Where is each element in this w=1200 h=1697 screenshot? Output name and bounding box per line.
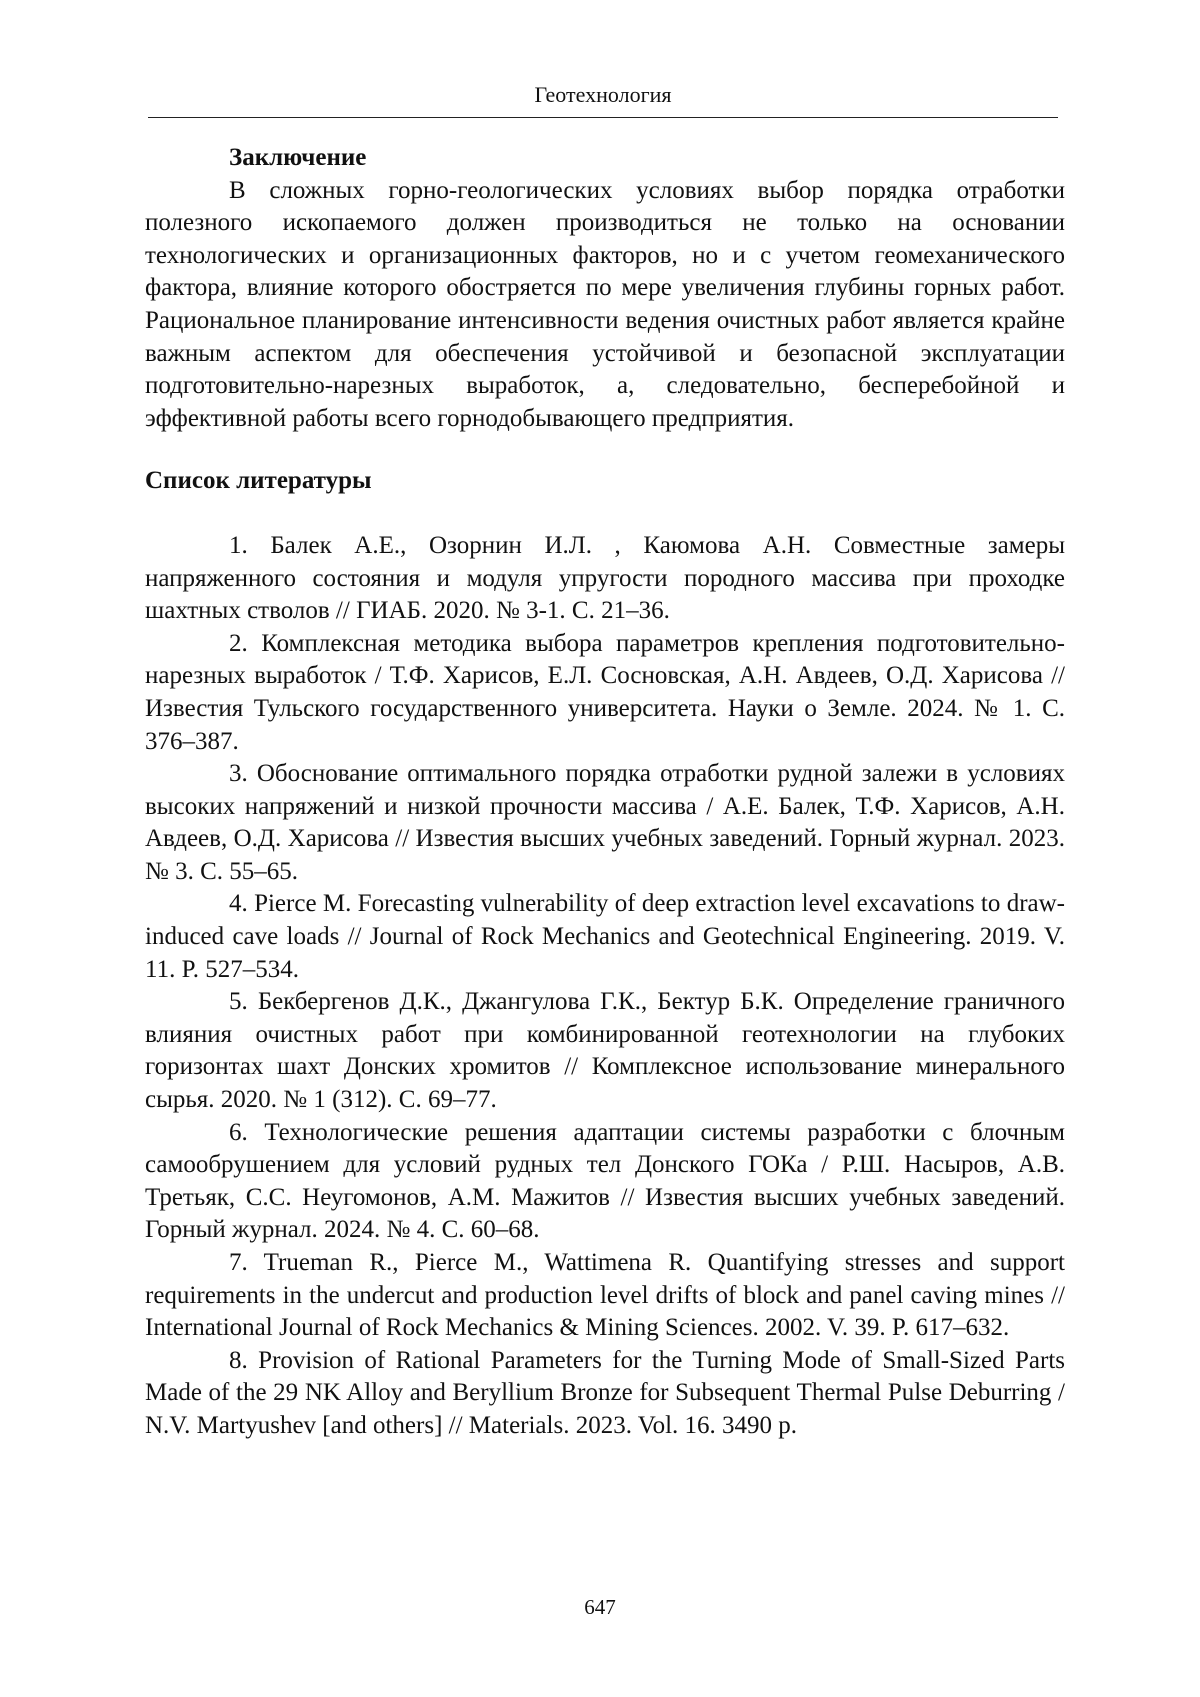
reference-item-5: 5. Бекбергенов Д.К., Джангулова Г.К., Бектур Б.К. Определение граничного влияния очистных работ при комбинированной геотехнологии на глубоких горизонтах шахт Донских хромитов // Комплексное использование минерального сырья. 2020. № 1 (312). С. 69–77. [145,988,1065,1114]
header-rule [148,117,1058,118]
reference-item-3: 3. Обоснование оптимального порядка отработки рудной залежи в условиях высоких напряжений и низкой прочности массива / А.Е. Балек, Т.Ф. Харисов, А.Н. Авдеев, О.Д. Харисова // Известия высших учебных заведений. Горный журнал. 2023. № 3. С. 55–65. [145,760,1065,885]
reference-item-1: 1. Балек А.Е., Озорнин И.Л. , Каюмова А.Н. Совместные замеры напряженного состояния и модуля упругости породного массива при проходке шахтных стволов // ГИАБ. 2020. № 3-1. С. 21–36. [145,531,1065,625]
reference-item-7: 7. Trueman R., Pierce M., Wattimena R. Quantifying stresses and support requirements in the undercut and production level drifts of block and panel caving mines // International Journal of Rock Mechanics & Mining Sciences. 2002. V. 39. P. 617–632. [145,1249,1065,1342]
page-number: 647 [584,1595,616,1619]
page-content [145,142,1065,1443]
reference-item-8: 8. Provision of Rational Parameters for the Turning Mode of Small-Sized Parts Made of the 29 NK Alloy and Beryllium Bronze for Subsequent Thermal Pulse Deburring / N.V. Martyushev [and others] // Materials. 2023. Vol. 16. 3490 p. [145,1346,1065,1439]
reference-item-4: 4. Pierce M. Forecasting vulnerability of deep extraction level excavations to draw-induced cave loads // Journal of Rock Mechanics and Geotechnical Engineering. 2019. V. 11. P. 527–534. [145,890,1065,983]
reference-item-2: 2. Комплексная методика выбора параметров крепления подготовительно-нарезных выработок / Т.Ф. Харисов, Е.Л. Сосновская, А.Н. Авдеев, О.Д. Харисова // Известия Тульского государственного университета. Науки о Земле. 2024. № 1. С. 376–387. [145,629,1065,755]
references-heading: Список литературы [145,467,372,495]
conclusion-heading: Заключение [229,144,367,171]
conclusion-paragraph: В сложных горно-геологических условиях выбор порядка отработки полезного ископаемого должен производиться не только на основании технологических и организационных факторов, но и с учетом геомеханического фактора, влияние которого обостряется по мере увеличения глубины горных работ. Рациональное планирование интенсивности ведения очистных работ является крайне важным аспектом для обеспечения устойчивой и безопасной эксплуатации подготовительно-нарезных выработок, а, следовательно, бесперебойной и эффективной работы всего горнодобывающего предприятия. [145,176,1065,432]
reference-item-6: 6. Технологические решения адаптации системы разработки с блочным самообрушением для условий рудных тел Донского ГОКа / Р.Ш. Насыров, А.В. Третьяк, С.С. Неугомонов, А.М. Мажитов // Известия высших учебных заведений. Горный журнал. 2024. № 4. С. 60–68. [145,1118,1065,1244]
running-header: Геотехнология [534,82,672,107]
